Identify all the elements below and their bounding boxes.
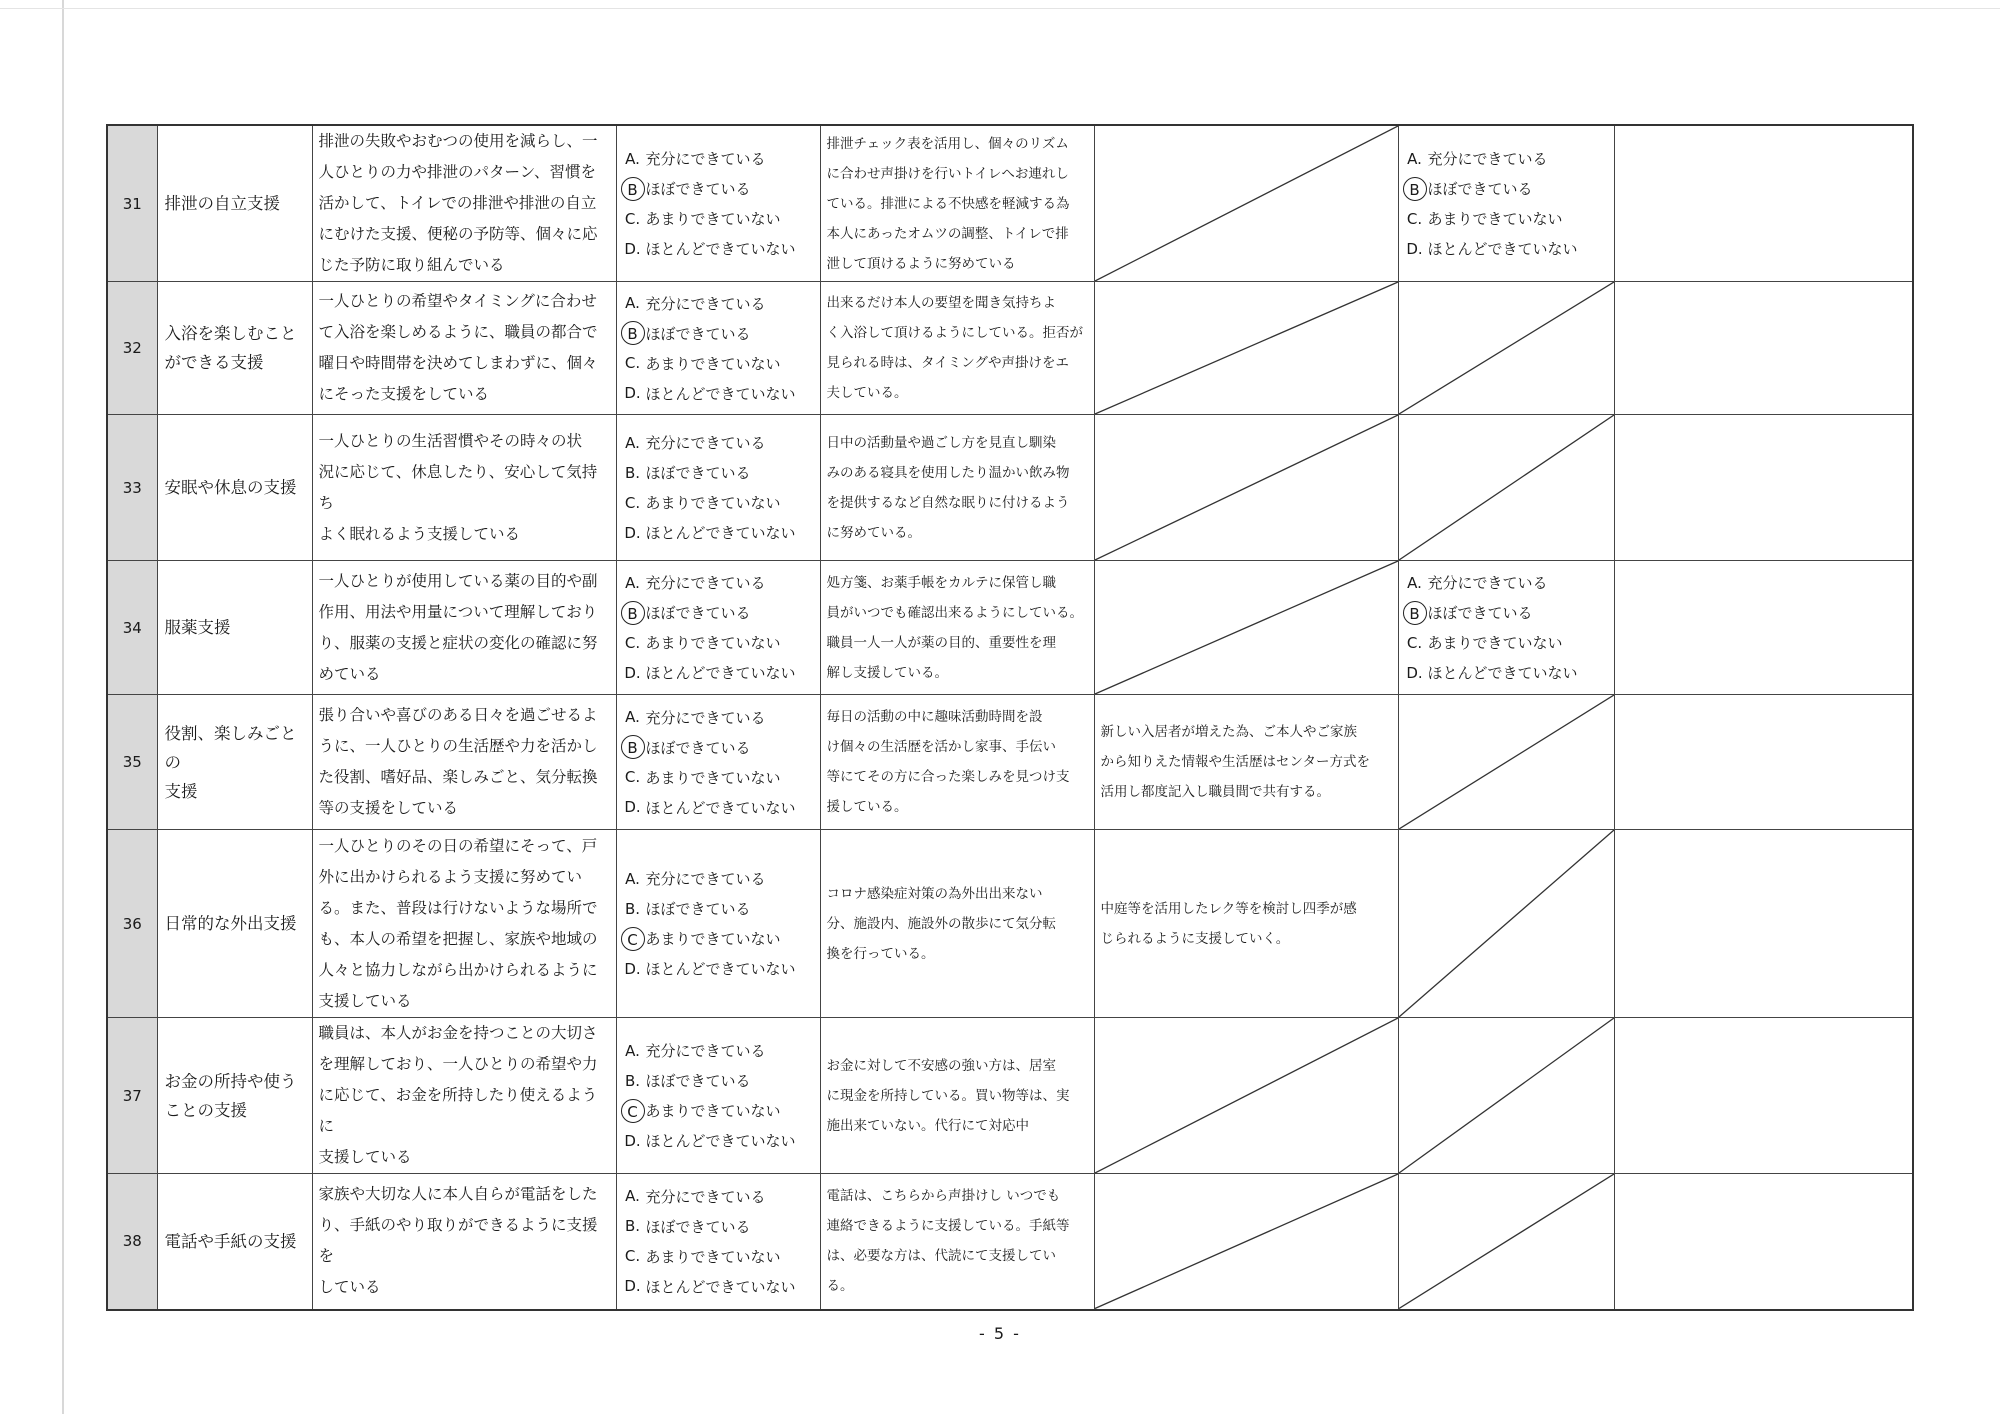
diagonal-strike <box>1399 1174 1614 1309</box>
text-line: 中庭等を活用したレク等を検討し四季が感 <box>1100 900 1357 917</box>
self-eval-option-c <box>621 762 820 792</box>
text-line: 電話は、こちらから声掛けし いつでも <box>826 1188 1061 1205</box>
text-line: 排泄チェック表を活用し、個々のリズム <box>826 135 1069 152</box>
diagonal-strike <box>1095 561 1398 694</box>
text-line: る。 <box>826 1278 854 1295</box>
diagonal-strike <box>1095 415 1398 560</box>
selected-circle-mark: C <box>621 1099 645 1123</box>
diagonal-strike <box>1399 830 1614 1017</box>
text-line: 一人ひとりのその日の希望にそって、戸 <box>318 836 598 855</box>
option-letter: A . <box>621 708 645 726</box>
table-row <box>107 282 1913 415</box>
text-line: て入浴を楽しめるように、職員の都合で <box>318 323 598 341</box>
option-label: 充分にできている <box>645 1042 766 1060</box>
option-letter: C . <box>621 634 645 652</box>
option-label: あまりできていない <box>645 768 781 787</box>
item-description <box>312 282 616 415</box>
self-evaluation-options <box>616 415 820 561</box>
external-evaluation <box>1094 830 1398 1018</box>
practice-status <box>820 282 1094 415</box>
self-eval-option-a <box>621 702 820 732</box>
self-eval-option-a <box>621 568 820 598</box>
option-label: ほとんどできていない <box>645 798 796 817</box>
comparison-evaluation <box>1398 1018 1614 1174</box>
option-label: 充分にできている <box>645 434 766 452</box>
item-title <box>157 415 312 561</box>
text-line: 解し支援している。 <box>826 664 948 681</box>
text-line: 曜日や時間帯を決めてしまわずに、個々 <box>318 354 598 372</box>
self-eval-option-c <box>621 924 820 954</box>
table-row <box>107 125 1913 282</box>
self-eval-option-c <box>621 628 820 658</box>
text-line: めている <box>318 664 381 683</box>
scan-edge-top <box>0 8 2000 9</box>
option-label: 充分にできている <box>645 708 766 727</box>
option-label: ほぼできている <box>645 180 751 198</box>
option-label: ほとんどできていない <box>1427 664 1578 682</box>
text-line: から知りえた情報や生活歴はセンター方式を <box>1100 754 1370 770</box>
self-eval-option-c <box>621 204 820 234</box>
self-eval-option-d <box>621 954 820 984</box>
text-line: 員がいつでも確認出来るようにしている。 <box>826 604 1083 621</box>
diagonal-strike <box>1399 695 1614 829</box>
text-line: 家族や大切な人に本人自らが電話をした <box>318 1185 598 1204</box>
notes-cell <box>1614 1174 1913 1310</box>
text-line: 等にてその方に合った楽しみを見つけ支 <box>826 769 1070 785</box>
external-evaluation <box>1094 561 1398 695</box>
text-line: 排泄の自立支援 <box>164 194 280 213</box>
external-evaluation <box>1094 125 1398 282</box>
text-line: 排泄の失敗やおむつの使用を減らし、一 <box>318 132 598 150</box>
text-line: 本人にあったオムツの調整、トイレで排 <box>826 225 1069 242</box>
option-label: ほぼできている <box>645 464 751 482</box>
external-evaluation <box>1094 1174 1398 1310</box>
text-line: 役割、楽しみごとの <box>164 723 297 772</box>
option-label: あまりできていない <box>1427 210 1563 228</box>
item-number: 33 <box>107 415 157 561</box>
self-eval-option-a <box>621 288 820 318</box>
text-line: を提供するなど自然な眠りに付けるよう <box>826 494 1070 511</box>
text-line: 換を行っている。 <box>826 945 935 962</box>
selected-circle-mark: B <box>621 321 645 345</box>
option-letter: A . <box>621 870 645 888</box>
page-number: - 5 - <box>979 1324 1021 1343</box>
option-label: ほとんどできていない <box>645 524 796 542</box>
item-title <box>157 1018 312 1174</box>
option-letter: A . <box>621 150 645 168</box>
item-description <box>312 830 616 1018</box>
scan-edge <box>62 0 64 1414</box>
self-eval-option-d <box>621 378 820 408</box>
self-eval-option-d <box>621 658 820 688</box>
notes-cell <box>1614 561 1913 695</box>
selected-circle-mark: C <box>621 927 645 951</box>
text-line: コロナ感染症対策の為外出出来ない <box>826 885 1043 902</box>
text-line: 日常的な外出支援 <box>164 914 297 933</box>
text-line: 支援している <box>318 991 412 1010</box>
option-label: ほとんどできていない <box>645 1277 796 1296</box>
comparison-evaluation <box>1398 282 1614 415</box>
text-line: り、服薬の支援と症状の変化の確認に努 <box>318 633 598 652</box>
table-row <box>107 561 1913 695</box>
comparison-evaluation <box>1398 830 1614 1018</box>
self-evaluation-options <box>616 561 820 695</box>
option-letter: C . <box>621 210 645 228</box>
option-letter: A . <box>621 574 645 592</box>
option-letter: D . <box>621 524 645 542</box>
option-label: ほぼできている <box>645 900 751 918</box>
option-label: あまりできていない <box>645 1247 781 1266</box>
option-label: 充分にできている <box>645 574 766 592</box>
text-line: 外に出かけられるよう支援に努めてい <box>318 867 583 886</box>
text-line: 人々と協力しながら出かけられるように <box>318 960 598 979</box>
option-label: あまりできていない <box>1427 634 1563 652</box>
text-line: よく眠れるよう支援している <box>318 524 521 543</box>
selected-circle-mark: B <box>621 177 645 201</box>
option-label: 充分にできている <box>645 1187 766 1206</box>
external-evaluation <box>1094 695 1398 830</box>
text-line: じた予防に取り組んでいる <box>318 256 505 274</box>
text-line: うに、一人ひとりの生活歴や力を活かし <box>318 737 598 755</box>
text-line: 電話や手紙の支援 <box>164 1231 297 1251</box>
text-line: 活用し都度記入し職員間で共有する。 <box>1100 784 1330 800</box>
diagonal-strike <box>1399 282 1614 414</box>
option-letter: B . <box>621 900 645 918</box>
text-line: じられるように支援していく。 <box>1100 930 1290 947</box>
self-eval-option-a <box>621 1181 820 1211</box>
diagonal-strike <box>1095 126 1398 281</box>
text-line: 見られる時は、タイミングや声掛けをエ <box>826 355 1069 371</box>
text-line: 支援している <box>318 1148 412 1166</box>
table-body <box>107 125 1913 1310</box>
text-line: 夫している。 <box>826 385 908 401</box>
text-line: みのある寝具を使用したり温かい飲み物 <box>826 464 1070 481</box>
selected-circle-mark: B <box>1403 177 1427 201</box>
self-evaluation-options <box>616 1018 820 1174</box>
item-number: 32 <box>107 282 157 415</box>
table-row <box>107 415 1913 561</box>
comparison-eval-option-c <box>1403 628 1614 658</box>
item-number: 37 <box>107 1018 157 1174</box>
self-eval-option-c <box>621 348 820 378</box>
option-label: あまりできていない <box>645 930 781 948</box>
selected-circle-mark: B <box>1403 601 1427 625</box>
option-label: あまりできていない <box>645 354 781 373</box>
comparison-eval-option-a <box>1403 568 1614 598</box>
self-eval-option-c <box>621 488 820 518</box>
option-label: あまりできていない <box>645 634 781 652</box>
text-line: は、必要な方は、代読にて支援してい <box>826 1248 1056 1265</box>
self-evaluation-options <box>616 695 820 830</box>
text-line: に合わせ声掛けを行いトイレへお連れし <box>826 165 1069 182</box>
option-letter: A . <box>621 434 645 452</box>
item-number: 31 <box>107 125 157 282</box>
diagonal-strike <box>1095 1174 1398 1309</box>
option-letter: C . <box>621 768 645 786</box>
self-eval-option-c <box>621 1096 820 1126</box>
text-line: 毎日の活動の中に趣味活動時間を設 <box>826 709 1043 725</box>
notes-cell <box>1614 282 1913 415</box>
text-line: 支援 <box>164 781 198 801</box>
item-title <box>157 282 312 415</box>
self-eval-option-b <box>621 458 820 488</box>
text-line: 分、施設内、施設外の散歩にて気分転 <box>826 915 1056 932</box>
option-label: あまりできていない <box>645 1102 781 1120</box>
self-eval-option-d <box>621 518 820 548</box>
text-line: り、手紙のやり取りができるように支援を <box>318 1216 598 1266</box>
option-letter: D . <box>1403 240 1427 258</box>
practice-status <box>820 415 1094 561</box>
comparison-eval-option-d <box>1403 658 1614 688</box>
practice-status <box>820 561 1094 695</box>
text-line: している <box>318 1278 381 1297</box>
option-letter: A . <box>621 294 645 312</box>
option-letter: B . <box>621 464 645 482</box>
option-label: 充分にできている <box>1427 574 1548 592</box>
diagonal-strike <box>1399 1018 1614 1173</box>
item-description <box>312 561 616 695</box>
text-line: お金に対して不安感の強い方は、居室 <box>826 1057 1056 1074</box>
notes-cell <box>1614 830 1913 1018</box>
option-label: 充分にできている <box>645 150 766 168</box>
text-line: ができる支援 <box>164 353 264 372</box>
text-line: お金の所持や使う <box>164 1071 297 1091</box>
text-line: た役割、嗜好品、楽しみごと、気分転換 <box>318 768 598 786</box>
text-line: も、本人の希望を把握し、家族や地域の <box>318 929 598 948</box>
text-line: に努めている。 <box>826 524 921 541</box>
self-eval-option-b <box>621 1211 820 1241</box>
text-line: 処方箋、お薬手帳をカルテに保管し職 <box>826 574 1056 591</box>
option-letter: A . <box>1403 574 1427 592</box>
self-eval-option-a <box>621 428 820 458</box>
option-label: 充分にできている <box>645 294 766 313</box>
comparison-evaluation <box>1398 125 1614 282</box>
self-eval-option-d <box>621 792 820 822</box>
item-number: 35 <box>107 695 157 830</box>
text-line: にそった支援をしている <box>318 385 490 403</box>
practice-status <box>820 695 1094 830</box>
option-letter: D . <box>621 798 645 816</box>
external-evaluation <box>1094 415 1398 561</box>
item-number: 34 <box>107 561 157 695</box>
option-label: ほぼできている <box>1427 180 1533 198</box>
text-line: 況に応じて、休息したり、安心して気持ち <box>318 462 598 512</box>
option-label: 充分にできている <box>645 870 766 888</box>
notes-cell <box>1614 1018 1913 1174</box>
text-line: を理解しており、一人ひとりの希望や力 <box>318 1055 598 1073</box>
item-title <box>157 1174 312 1310</box>
notes-cell <box>1614 695 1913 830</box>
text-line: 安眠や休息の支援 <box>164 478 297 497</box>
text-line: 作用、用法や用量について理解しており <box>318 602 598 621</box>
practice-status <box>820 830 1094 1018</box>
text-line: 援している。 <box>826 799 908 815</box>
option-label: ほぼできている <box>645 738 751 757</box>
comparison-eval-option-b <box>1403 174 1614 204</box>
text-line: 活かして、トイレでの排泄や排泄の自立 <box>318 194 597 212</box>
text-line: 人ひとりの力や排泄のパターン、習慣を <box>318 163 596 181</box>
text-line: ことの支援 <box>164 1100 247 1120</box>
self-eval-option-b <box>621 174 820 204</box>
self-eval-option-d <box>621 234 820 264</box>
text-line: 一人ひとりが使用している薬の目的や副 <box>318 571 598 590</box>
option-letter: D . <box>621 240 645 258</box>
comparison-evaluation <box>1398 415 1614 561</box>
comparison-eval-option-d <box>1403 234 1614 264</box>
text-line: 出来るだけ本人の要望を聞き気持ちよ <box>826 295 1056 311</box>
text-line: 服薬支援 <box>164 618 231 637</box>
item-number: 36 <box>107 830 157 1018</box>
item-description <box>312 1174 616 1310</box>
evaluation-table <box>106 124 1914 1311</box>
option-letter: C . <box>621 494 645 512</box>
text-line: 入浴を楽しむこと <box>164 324 297 343</box>
option-letter: B . <box>621 1217 645 1235</box>
option-letter: D . <box>1403 664 1427 682</box>
item-description <box>312 1018 616 1174</box>
option-letter: D . <box>621 1132 645 1150</box>
item-title <box>157 695 312 830</box>
option-label: ほとんどできていない <box>645 960 796 978</box>
diagonal-strike <box>1095 1018 1398 1173</box>
self-eval-option-b <box>621 318 820 348</box>
text-line: 等の支援をしている <box>318 799 459 817</box>
self-eval-option-a <box>621 1036 820 1066</box>
option-label: あまりできていない <box>645 494 781 512</box>
option-label: ほとんどできていない <box>645 1132 796 1150</box>
self-evaluation-options <box>616 125 820 282</box>
self-eval-option-b <box>621 598 820 628</box>
item-description <box>312 415 616 561</box>
practice-status <box>820 1174 1094 1310</box>
self-eval-option-a <box>621 144 820 174</box>
comparison-evaluation <box>1398 695 1614 830</box>
self-eval-option-b <box>621 732 820 762</box>
text-line: 新しい入居者が増えた為、ご本人やご家族 <box>1100 724 1357 740</box>
comparison-eval-option-b <box>1403 598 1614 628</box>
option-letter: D . <box>621 664 645 682</box>
text-line: 一人ひとりの生活習慣やその時々の状 <box>318 431 583 450</box>
selected-circle-mark: B <box>621 601 645 625</box>
text-line: 職員一人一人が薬の目的、重要性を理 <box>826 634 1056 651</box>
option-label: ほぼできている <box>645 1072 751 1090</box>
option-letter: D . <box>621 960 645 978</box>
table-row <box>107 1018 1913 1174</box>
option-label: ほぼできている <box>1427 604 1533 622</box>
text-line: 日中の活動量や過ごし方を見直し馴染 <box>826 434 1056 451</box>
table-row <box>107 830 1913 1018</box>
text-line: 一人ひとりの希望やタイミングに合わせ <box>318 292 597 310</box>
comparison-evaluation <box>1398 1174 1614 1310</box>
notes-cell <box>1614 125 1913 282</box>
self-eval-option-d <box>621 1126 820 1156</box>
option-label: ほぼできている <box>645 604 751 622</box>
diagonal-strike <box>1399 415 1614 560</box>
comparison-eval-option-c <box>1403 204 1614 234</box>
option-letter: D . <box>621 1277 645 1295</box>
option-label: ほとんどできていない <box>645 384 796 403</box>
option-letter: C . <box>621 1247 645 1265</box>
external-evaluation <box>1094 282 1398 415</box>
option-label: ほとんどできていない <box>645 664 796 682</box>
text-line: ている。排泄による不快感を軽減する為 <box>826 195 1070 212</box>
text-line: く入浴して頂けるようにしている。拒否が <box>826 325 1083 341</box>
text-line: け個々の生活歴を活かし家事、手伝い <box>826 739 1056 755</box>
option-label: あまりできていない <box>645 210 781 228</box>
option-label: ほとんどできていない <box>1427 240 1578 258</box>
option-label: 充分にできている <box>1427 150 1548 168</box>
item-description <box>312 125 616 282</box>
item-title <box>157 830 312 1018</box>
option-letter: B . <box>621 1072 645 1090</box>
text-line: にむけた支援、便秘の予防等、個々に応 <box>318 225 598 243</box>
option-letter: C . <box>1403 210 1427 228</box>
self-eval-option-b <box>621 894 820 924</box>
text-line: 張り合いや喜びのある日々を過ごせるよ <box>318 706 598 724</box>
option-label: ほぼできている <box>645 1217 751 1236</box>
text-line: 連絡できるように支援している。手紙等 <box>826 1218 1070 1235</box>
item-number: 38 <box>107 1174 157 1310</box>
text-line: に現金を所持している。買い物等は、実 <box>826 1087 1070 1104</box>
selected-circle-mark: B <box>621 735 645 759</box>
option-letter: D . <box>621 384 645 402</box>
item-description <box>312 695 616 830</box>
comparison-evaluation <box>1398 561 1614 695</box>
self-evaluation-options <box>616 282 820 415</box>
notes-cell <box>1614 415 1913 561</box>
self-eval-option-b <box>621 1066 820 1096</box>
practice-status <box>820 125 1094 282</box>
comparison-eval-option-a <box>1403 144 1614 174</box>
practice-status <box>820 1018 1094 1174</box>
text-line: に応じて、お金を所持したり使えるように <box>318 1086 598 1135</box>
table-row <box>107 1174 1913 1310</box>
option-letter: A . <box>621 1042 645 1060</box>
option-letter: C . <box>1403 634 1427 652</box>
option-label: ほとんどできていない <box>645 240 796 258</box>
text-line: 施出来ていない。代行にて対応中 <box>826 1117 1029 1134</box>
option-letter: A . <box>1403 150 1427 168</box>
text-line: 職員は、本人がお金を持つことの大切さ <box>318 1024 598 1042</box>
external-evaluation <box>1094 1018 1398 1174</box>
self-evaluation-options <box>616 830 820 1018</box>
diagonal-strike <box>1095 282 1398 414</box>
self-eval-option-a <box>621 864 820 894</box>
option-label: ほぼできている <box>645 324 751 343</box>
self-eval-option-c <box>621 1241 820 1271</box>
option-letter: A . <box>621 1187 645 1205</box>
item-title <box>157 561 312 695</box>
text-line: る。また、普段は行けないような場所で <box>318 898 598 917</box>
self-evaluation-options <box>616 1174 820 1310</box>
option-letter: C . <box>621 354 645 372</box>
item-title <box>157 125 312 282</box>
text-line: 泄して頂けるように努めている <box>826 255 1016 272</box>
table-row <box>107 695 1913 830</box>
self-eval-option-d <box>621 1271 820 1301</box>
